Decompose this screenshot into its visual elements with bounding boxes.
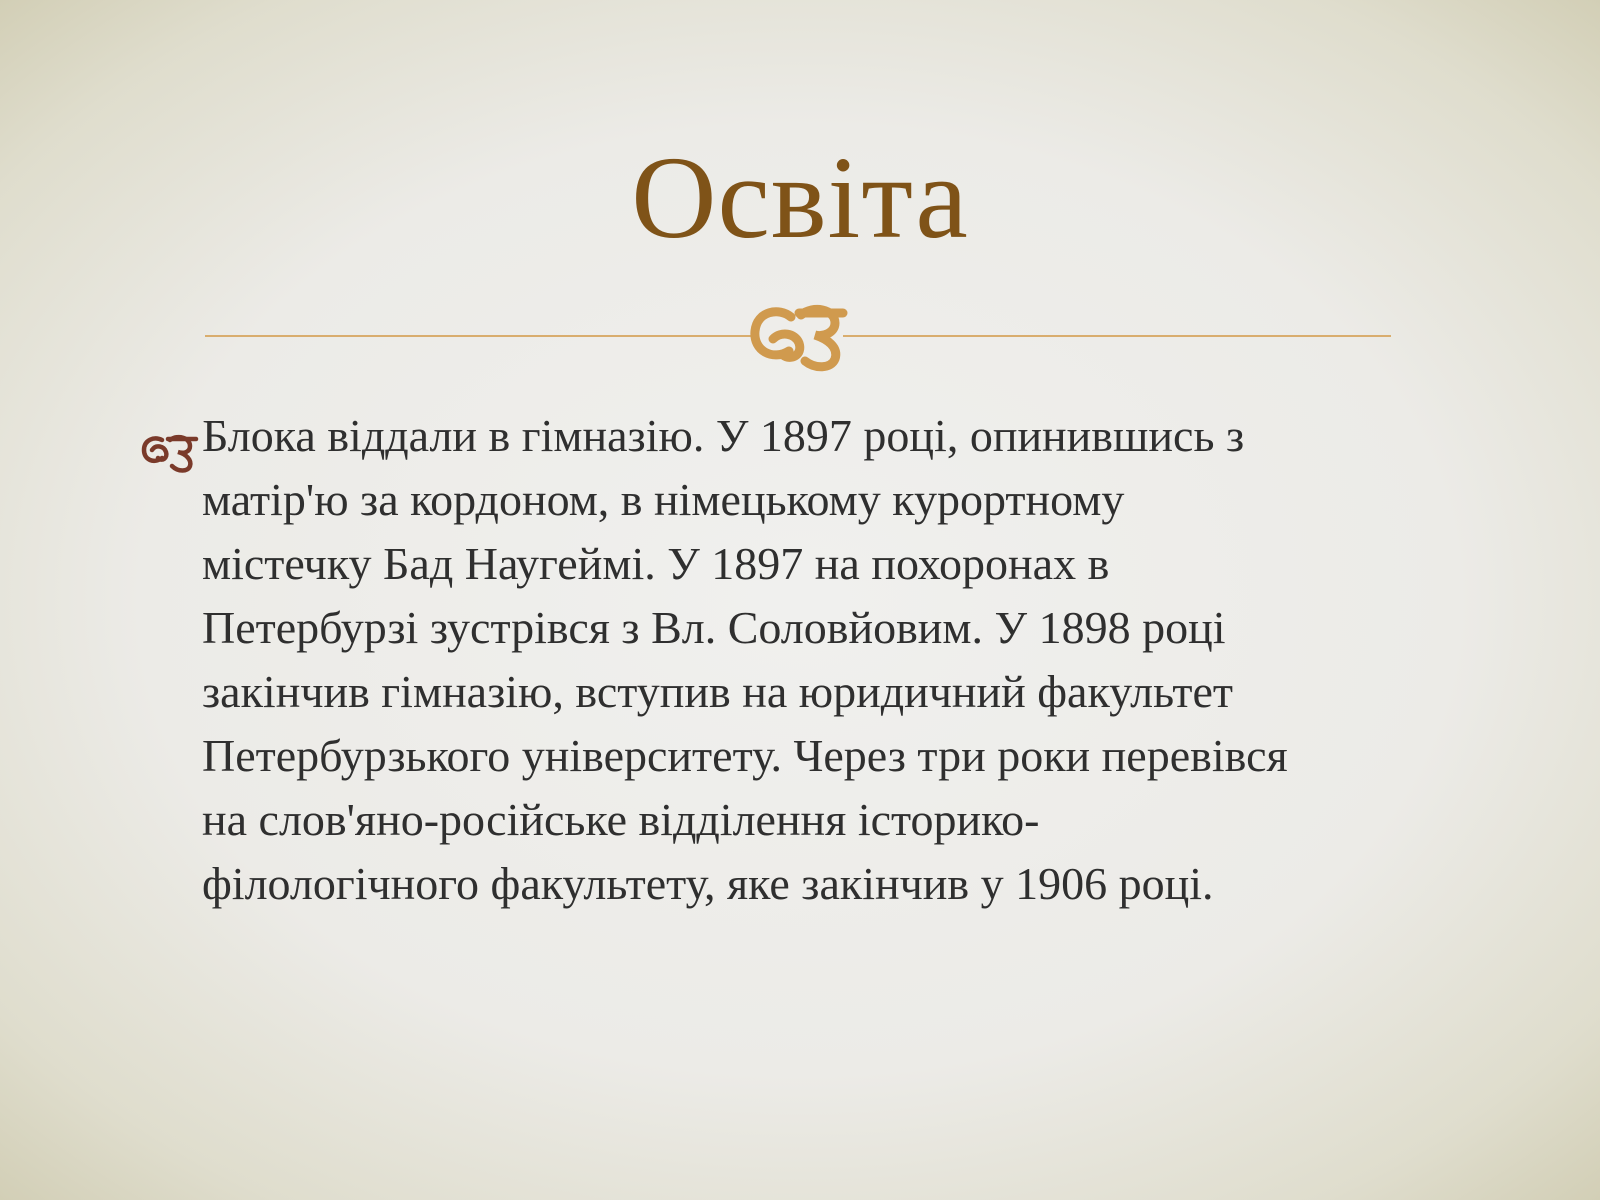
paragraph <box>202 404 1480 916</box>
body-line: Петербурзі зустрівся з Вл. Соловйовим. У 1898 році <box>202 602 1226 653</box>
ornament-scroll-icon <box>743 295 853 375</box>
slide-title: Освіта <box>631 132 969 263</box>
divider-rule-right <box>843 335 1391 337</box>
list-item <box>140 404 1480 916</box>
ornament-bullet-icon <box>140 426 204 490</box>
body-text <box>140 404 1480 916</box>
body-line: містечку Бад Наугеймі. У 1897 на похоронах в <box>202 538 1110 589</box>
body-line: матір'ю за кордоном, в німецькому курортному <box>202 474 1125 525</box>
body-line: Блока віддали в гімназію. У 1897 році, опинившись з <box>202 410 1245 461</box>
body-line: закінчив гімназію, вступив на юридичний факультет <box>202 666 1233 717</box>
title-divider <box>205 295 1391 375</box>
body-line: на слов'яно-російське відділення історико- <box>202 794 1040 845</box>
body-line: філологічного факультету, яке закінчив у 1906 році. <box>202 858 1214 909</box>
divider-rule-left <box>205 335 753 337</box>
body-line: Петербурзького університету. Через три роки перевівся <box>202 730 1288 781</box>
